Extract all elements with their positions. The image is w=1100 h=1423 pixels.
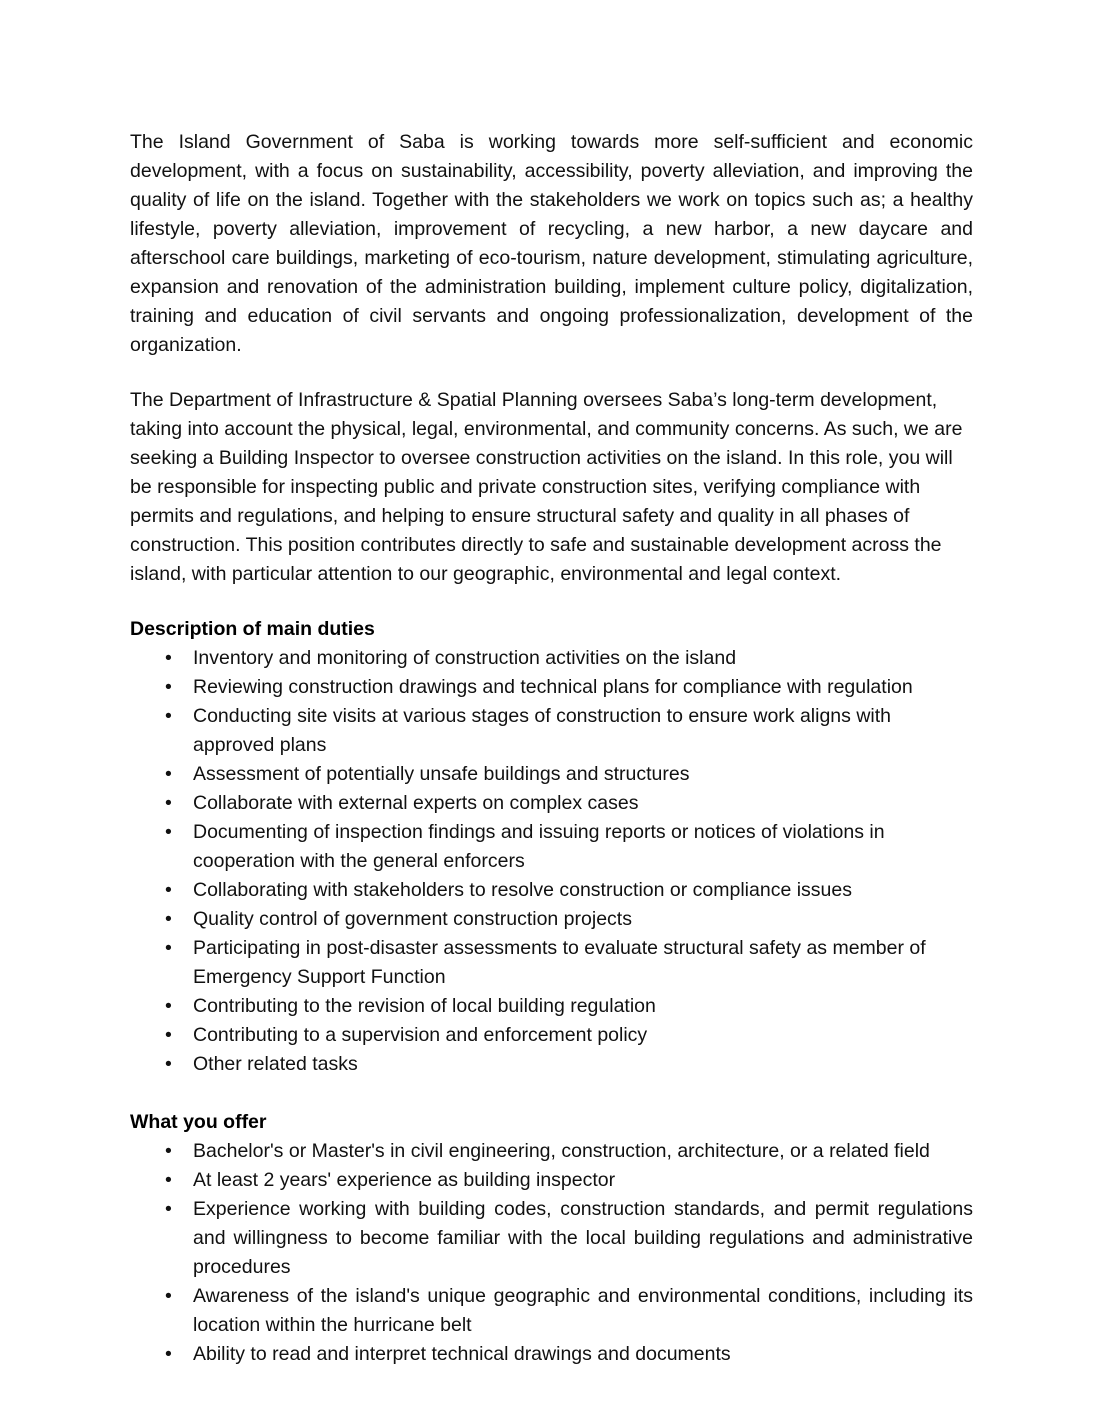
list-item bbox=[130, 644, 973, 673]
list-item bbox=[130, 1137, 973, 1166]
section-heading-what-you-offer: What you offer bbox=[130, 1111, 267, 1133]
list-item-label: Inventory and monitoring of construction activities on the island bbox=[193, 647, 737, 669]
bullet-icon: • bbox=[165, 995, 172, 1017]
intro-paragraph: The Island Government of Saba is working towards more self-sufficient and economic development, with a focus on sustainability, accessibility, poverty alleviation, and improving the quality of life on the island. Together with the stakeholders we work on topics such as; a healthy lifestyle, poverty alleviation, improvement of recycling, a new harbor, a new daycare and afterschool care buildings, marketing of eco-tourism, nature development, stimulating agriculture, expansion and renovation of the administration building, implement culture policy, digitalization, training and education of civil servants and ongoing professionalization, development of the organization. bbox=[130, 131, 973, 356]
list-item-label: Participating in post-disaster assessments to evaluate structural safety as member of Emergency Support Function bbox=[193, 937, 926, 988]
list-item bbox=[130, 934, 973, 992]
bullet-icon: • bbox=[165, 676, 172, 698]
bullet-icon: • bbox=[165, 821, 172, 843]
list-item-label: Awareness of the island's unique geographic and environmental conditions, including its location within the hurricane belt bbox=[193, 1285, 973, 1336]
what-you-offer-list bbox=[130, 1137, 973, 1369]
bullet-icon: • bbox=[165, 1285, 172, 1307]
bullet-icon: • bbox=[165, 647, 172, 669]
list-item bbox=[130, 905, 973, 934]
list-item bbox=[130, 760, 973, 789]
list-item bbox=[130, 1195, 973, 1282]
list-item bbox=[130, 1021, 973, 1050]
bullet-icon: • bbox=[165, 937, 172, 959]
bullet-icon: • bbox=[165, 1343, 172, 1365]
list-item-label: Conducting site visits at various stages of construction to ensure work aligns with approved plans bbox=[193, 705, 892, 756]
list-item bbox=[130, 876, 973, 905]
main-duties-list bbox=[130, 644, 973, 1079]
list-item bbox=[130, 1050, 973, 1079]
list-item-label: Bachelor's or Master's in civil engineering, construction, architecture, or a related field bbox=[193, 1140, 930, 1162]
bullet-icon: • bbox=[165, 879, 172, 901]
section-spacer bbox=[130, 1079, 973, 1108]
section-heading-main-duties: Description of main duties bbox=[130, 618, 375, 640]
bullet-icon: • bbox=[165, 1198, 172, 1220]
list-item bbox=[130, 673, 973, 702]
list-item bbox=[130, 702, 973, 760]
list-item bbox=[130, 992, 973, 1021]
list-item-label: Other related tasks bbox=[193, 1053, 358, 1075]
list-item bbox=[130, 818, 973, 876]
list-item-label: Reviewing construction drawings and technical plans for compliance with regulation bbox=[193, 676, 913, 698]
bullet-icon: • bbox=[165, 1169, 172, 1191]
list-item-label: Quality control of government construction projects bbox=[193, 908, 632, 930]
list-item bbox=[130, 1166, 973, 1195]
list-item-label: Collaborating with stakeholders to resolve construction or compliance issues bbox=[193, 879, 852, 901]
list-item-label: Ability to read and interpret technical drawings and documents bbox=[193, 1343, 731, 1365]
list-item-label: At least 2 years' experience as building inspector bbox=[193, 1169, 616, 1191]
bullet-icon: • bbox=[165, 792, 172, 814]
list-item-label: Assessment of potentially unsafe buildings and structures bbox=[193, 763, 690, 785]
bullet-icon: • bbox=[165, 908, 172, 930]
list-item bbox=[130, 789, 973, 818]
document-body bbox=[130, 128, 973, 1369]
list-item-label: Collaborate with external experts on complex cases bbox=[193, 792, 639, 814]
list-item-label: Experience working with building codes, construction standards, and permit regulations and willingness to become familiar with the local building regulations and administrative procedures bbox=[193, 1198, 973, 1278]
bullet-icon: • bbox=[165, 1140, 172, 1162]
list-item-label: Contributing to the revision of local building regulation bbox=[193, 995, 656, 1017]
role-description-paragraph: The Department of Infrastructure & Spatial Planning oversees Saba’s long-term development, taking into account the physical, legal, environmental, and community concerns. As such, we are seeking a Building Inspector to oversee construction activities on the island. In this role, you will be responsible for inspecting public and private construction sites, verifying compliance with permits and regulations, and helping to ensure structural safety and quality in all phases of construction. This position contributes directly to safe and sustainable development across the island, with particular attention to our geographic, environmental and legal context. bbox=[130, 389, 963, 585]
list-item-label: Documenting of inspection findings and issuing reports or notices of violations in cooperation with the general enforcers bbox=[193, 821, 885, 872]
bullet-icon: • bbox=[165, 705, 172, 727]
list-item-label: Contributing to a supervision and enforcement policy bbox=[193, 1024, 648, 1046]
list-item bbox=[130, 1340, 973, 1369]
bullet-icon: • bbox=[165, 1053, 172, 1075]
bullet-icon: • bbox=[165, 1024, 172, 1046]
list-item bbox=[130, 1282, 973, 1340]
bullet-icon: • bbox=[165, 763, 172, 785]
